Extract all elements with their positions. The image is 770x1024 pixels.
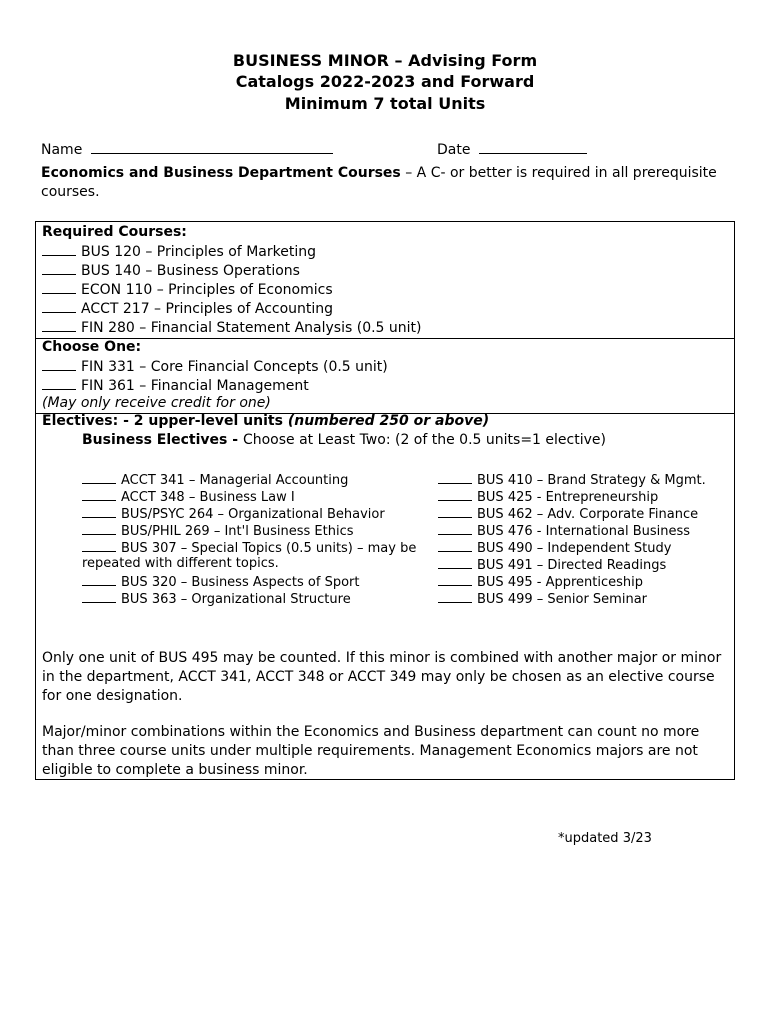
check-blank[interactable]: [438, 589, 472, 603]
date-label: Date: [437, 142, 471, 158]
list-item: BUS 499 – Senior Seminar: [438, 589, 647, 608]
check-blank[interactable]: [438, 572, 472, 586]
electives-heading: Electives: - 2 upper-level units (numbered 250 or above): [42, 413, 490, 429]
list-item: BUS 120 – Principles of Marketing: [42, 242, 316, 262]
list-item: BUS/PSYC 264 – Organizational Behavior: [82, 504, 385, 523]
list-item: ACCT 217 – Principles of Accounting: [42, 299, 333, 319]
check-blank[interactable]: [438, 470, 472, 484]
check-blank[interactable]: [42, 318, 76, 332]
list-item: BUS 307 – Special Topics (0.5 units) – may be: [82, 538, 416, 557]
required-section: [36, 222, 734, 339]
list-item: FIN 331 – Core Financial Concepts (0.5 unit): [42, 357, 388, 377]
list-item: ECON 110 – Principles of Economics: [42, 280, 333, 300]
check-blank[interactable]: [438, 504, 472, 518]
list-item: BUS 490 – Independent Study: [438, 538, 671, 557]
intro-rest: – A C- or better is required in all prerequisite courses.: [41, 165, 717, 200]
course-table: [35, 221, 735, 780]
list-item: BUS 363 – Organizational Structure: [82, 589, 351, 608]
check-blank[interactable]: [82, 538, 116, 552]
list-item: BUS 495 - Apprenticeship: [438, 572, 643, 591]
check-blank[interactable]: [82, 589, 116, 603]
form-title: BUSINESS MINOR – Advising Form: [232, 51, 538, 70]
check-blank[interactable]: [438, 538, 472, 552]
list-item: BUS/PHIL 269 – Int'l Business Ethics: [82, 521, 354, 540]
list-item: FIN 361 – Financial Management: [42, 376, 309, 396]
required-heading: Required Courses:: [42, 224, 187, 240]
combination-note: Major/minor combinations within the Economics and Business department can count no more than three course units under multiple requirements. Management Economics majors are not eligible to complete a business minor.: [42, 724, 700, 778]
list-item: ACCT 341 – Managerial Accounting: [82, 470, 348, 489]
check-blank[interactable]: [42, 376, 76, 390]
name-field: [41, 139, 333, 160]
bus495-note: Only one unit of BUS 495 may be counted. If this minor is combined with another major or minor in the department, ACCT 341, ACCT 348 or ACCT 349 may only be chosen as an elective course for one designation.: [42, 650, 722, 704]
list-item: BUS 491 – Directed Readings: [438, 555, 666, 574]
choose-one-section: [36, 339, 734, 414]
check-blank[interactable]: [42, 242, 76, 256]
list-item-continuation: repeated with different topics.: [82, 556, 279, 571]
list-item: BUS 140 – Business Operations: [42, 261, 300, 281]
choose-one-heading: Choose One:: [42, 339, 142, 355]
list-item: BUS 476 - International Business: [438, 521, 690, 540]
date-blank[interactable]: [479, 139, 587, 154]
name-label: Name: [41, 142, 83, 158]
intro-bold: Economics and Business Department Courses: [41, 165, 401, 181]
intro-text: [41, 164, 731, 202]
check-blank[interactable]: [82, 504, 116, 518]
minimum-units: Minimum 7 total Units: [284, 94, 486, 113]
electives-section: [36, 414, 734, 780]
list-item: ACCT 348 – Business Law I: [82, 487, 295, 506]
date-field: [437, 139, 587, 160]
business-electives-heading: Business Electives - Choose at Least Two: (2 of the 0.5 units=1 elective): [82, 432, 606, 448]
check-blank[interactable]: [438, 487, 472, 501]
name-blank[interactable]: [91, 139, 333, 154]
check-blank[interactable]: [42, 357, 76, 371]
check-blank[interactable]: [42, 261, 76, 275]
check-blank[interactable]: [82, 487, 116, 501]
check-blank[interactable]: [82, 521, 116, 535]
check-blank[interactable]: [82, 572, 116, 586]
updated-date: *updated 3/23: [558, 831, 652, 846]
check-blank[interactable]: [42, 299, 76, 313]
list-item: BUS 425 - Entrepreneurship: [438, 487, 658, 506]
list-item: BUS 320 – Business Aspects of Sport: [82, 572, 359, 591]
catalog-years: Catalogs 2022-2023 and Forward: [235, 72, 535, 91]
check-blank[interactable]: [42, 280, 76, 294]
list-item: FIN 280 – Financial Statement Analysis (0.5 unit): [42, 318, 422, 338]
list-item: BUS 410 – Brand Strategy & Mgmt.: [438, 470, 706, 489]
list-item: BUS 462 – Adv. Corporate Finance: [438, 504, 698, 523]
check-blank[interactable]: [438, 555, 472, 569]
check-blank[interactable]: [82, 470, 116, 484]
choose-one-note: (May only receive credit for one): [42, 395, 271, 411]
check-blank[interactable]: [438, 521, 472, 535]
